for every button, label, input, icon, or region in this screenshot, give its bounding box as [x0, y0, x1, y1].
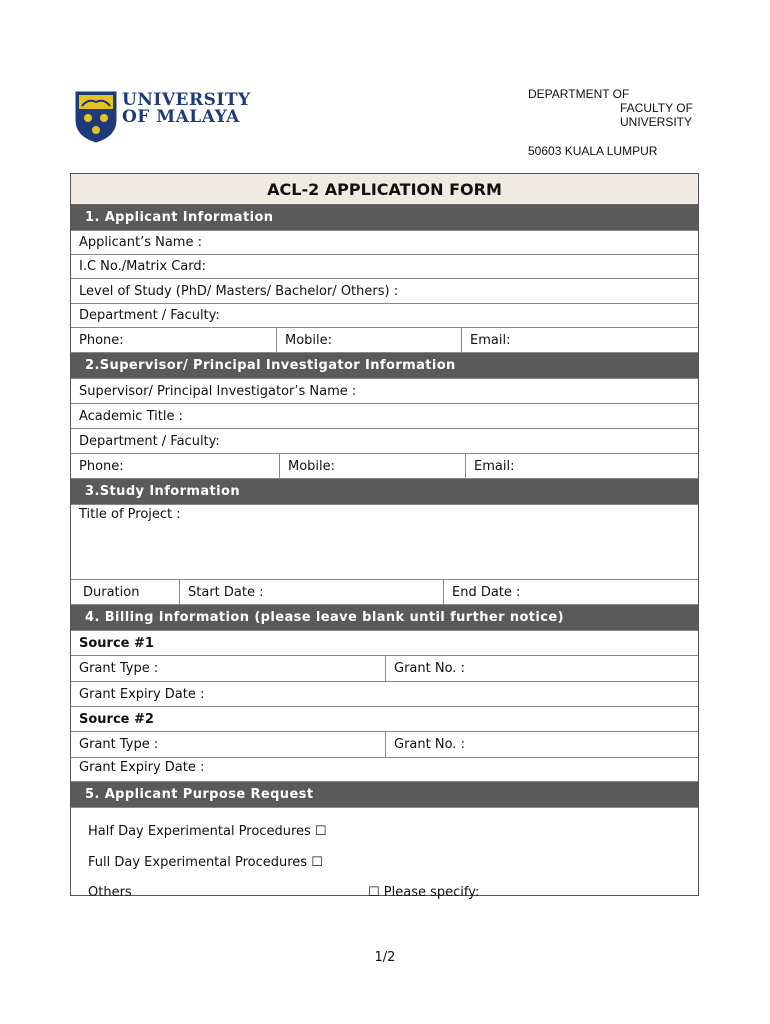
duration-label: Duration — [83, 585, 140, 600]
level-of-study-field[interactable]: Level of Study (PhD/ Masters/ Bachelor/ Others) : — [71, 279, 698, 304]
address-line4: 50603 KUALA LUMPUR — [528, 144, 658, 158]
full-day-option[interactable]: Full Day Experimental Procedures ☐ — [88, 855, 323, 870]
section5-heading: 5. Applicant Purpose Request — [71, 782, 698, 808]
supervisor-mobile-field[interactable]: Mobile: — [279, 454, 465, 478]
source1-grant-row — [71, 656, 698, 682]
supervisor-phone-field[interactable]: Phone: — [79, 459, 124, 474]
logo-line2: OF MALAYA — [122, 107, 240, 127]
university-crest-icon — [74, 90, 118, 144]
source2-grant-type-field[interactable]: Grant Type : — [79, 737, 159, 752]
address-line3: UNIVERSITY — [620, 115, 693, 129]
applicant-name-field[interactable]: Applicant’s Name : — [71, 231, 698, 255]
logo-line1: UNIVERSITY — [122, 90, 251, 110]
others-option[interactable]: Others — [88, 885, 132, 900]
address-line1: DEPARTMENT OF — [528, 87, 630, 101]
end-date-field[interactable]: End Date : — [443, 580, 698, 604]
section1-heading: 1. Applicant Information — [71, 205, 698, 231]
applicant-email-field[interactable]: Email: — [461, 328, 698, 352]
source1-grant-type-field[interactable]: Grant Type : — [79, 661, 159, 676]
applicant-department-field[interactable]: Department / Faculty: — [71, 304, 698, 328]
university-logo — [70, 90, 250, 146]
source1-grant-expiry-field[interactable]: Grant Expiry Date : — [71, 682, 698, 707]
section3-heading: 3.Study Information — [71, 479, 698, 505]
duration-row — [71, 580, 698, 605]
applicant-contact-row — [71, 328, 698, 353]
source2-grant-expiry-field[interactable]: Grant Expiry Date : — [71, 758, 698, 782]
application-form — [70, 173, 699, 900]
section4-heading: 4. Billing Information (please leave blank until further notice) — [71, 605, 698, 631]
source1-grant-no-field[interactable]: Grant No. : — [385, 656, 698, 681]
address-line2: FACULTY OF — [620, 101, 693, 115]
project-title-field[interactable]: Title of Project : — [71, 505, 698, 580]
page-number: 1/2 — [374, 950, 396, 965]
please-specify-option[interactable]: ☐ Please specify: — [368, 885, 480, 900]
source2-grant-no-field[interactable]: Grant No. : — [385, 732, 698, 757]
ic-field[interactable]: I.C No./Matrix Card: — [71, 255, 698, 279]
half-day-option[interactable]: Half Day Experimental Procedures ☐ — [88, 824, 327, 839]
academic-title-field[interactable]: Academic Title : — [71, 404, 698, 429]
section2-heading: 2.Supervisor/ Principal Investigator Information — [71, 353, 698, 379]
source2-grant-row — [71, 732, 698, 758]
applicant-phone-field[interactable]: Phone: — [79, 333, 124, 348]
source1-label: Source #1 — [71, 631, 698, 656]
supervisor-email-field[interactable]: Email: — [465, 454, 698, 478]
supervisor-department-field[interactable]: Department / Faculty: — [71, 429, 698, 454]
form-title: ACL-2 APPLICATION FORM — [71, 174, 698, 205]
source2-label: Source #2 — [71, 707, 698, 732]
applicant-mobile-field[interactable]: Mobile: — [276, 328, 461, 352]
supervisor-contact-row — [71, 454, 698, 479]
supervisor-name-field[interactable]: Supervisor/ Principal Investigator’s Name : — [71, 379, 698, 404]
start-date-field[interactable]: Start Date : — [179, 580, 443, 604]
